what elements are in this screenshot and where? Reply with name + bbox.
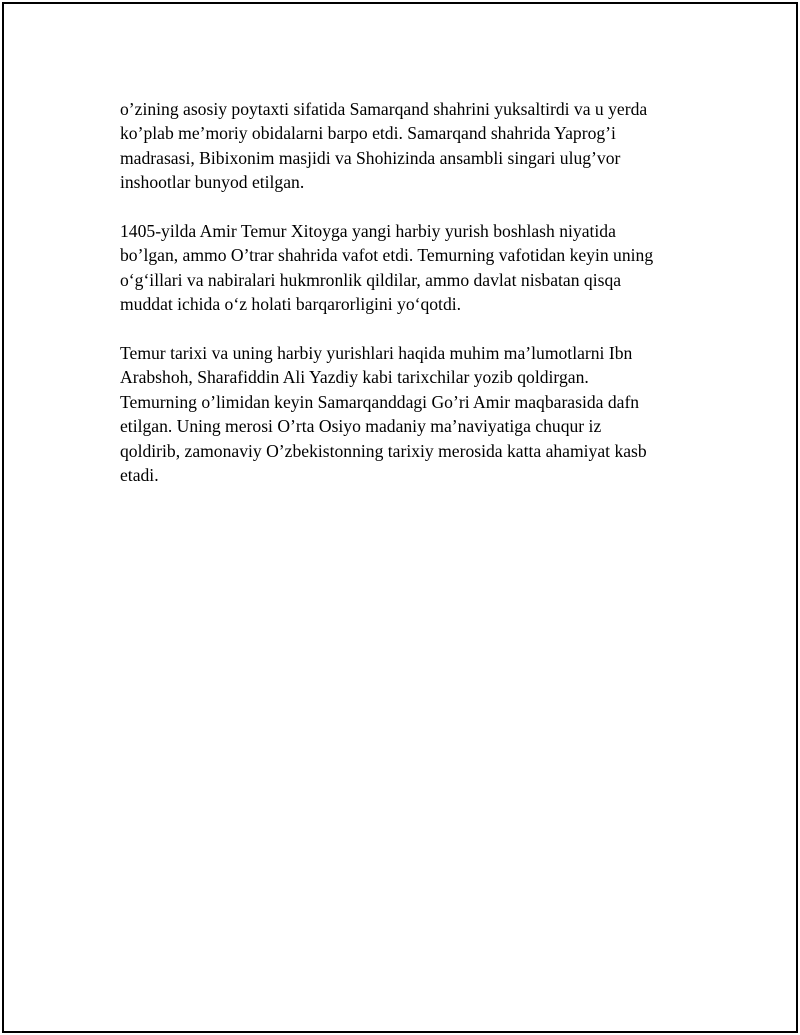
text-line: etadi. xyxy=(120,465,159,486)
text-line: ko’plab me’moriy obidalarni barpo etdi. Samarqand shahrida Yaprog’i xyxy=(120,123,616,144)
paragraph-3 xyxy=(120,341,710,487)
text-line: bo’lgan, ammo O’trar shahrida vafot etdi. Temurning vafotidan keyin uning xyxy=(120,245,654,266)
text-line: etilgan. Uning merosi O’rta Osiyo madaniy ma’naviyatiga chuqur iz xyxy=(120,416,602,437)
text-line: Temurning o’limidan keyin Samarqanddagi Go’ri Amir maqbarasida dafn xyxy=(120,391,640,412)
paragraph-2 xyxy=(120,219,710,317)
document-body xyxy=(120,97,710,512)
text-line: 1405-yilda Amir Temur Xitoyga yangi harbiy yurish boshlash niyatida xyxy=(120,221,616,242)
text-line: o‘g‘illari va nabiralari hukmronlik qildilar, ammo davlat nisbatan qisqa xyxy=(120,269,622,290)
text-line: o’zining asosiy poytaxti sifatida Samarqand shahrini yuksaltirdi va u yerda xyxy=(120,99,648,119)
text-line: madrasasi, Bibixonim masjidi va Shohizinda ansambli singari ulug’vor xyxy=(120,147,621,168)
text-line: Temur tarixi va uning harbiy yurishlari haqida muhim ma’lumotlarni Ibn xyxy=(120,343,633,364)
paragraph-1 xyxy=(120,97,710,195)
text-line: Arabshoh, Sharafiddin Ali Yazdiy kabi tarixchilar yozib qoldirgan. xyxy=(120,367,589,388)
text-line: qoldirib, zamonaviy O’zbekistonning tarixiy merosida katta ahamiyat kasb xyxy=(120,440,647,461)
text-line: muddat ichida o‘z holati barqarorligini yo‘qotdi. xyxy=(120,294,462,315)
page-frame xyxy=(2,2,798,1033)
text-line: inshootlar bunyod etilgan. xyxy=(120,172,305,193)
